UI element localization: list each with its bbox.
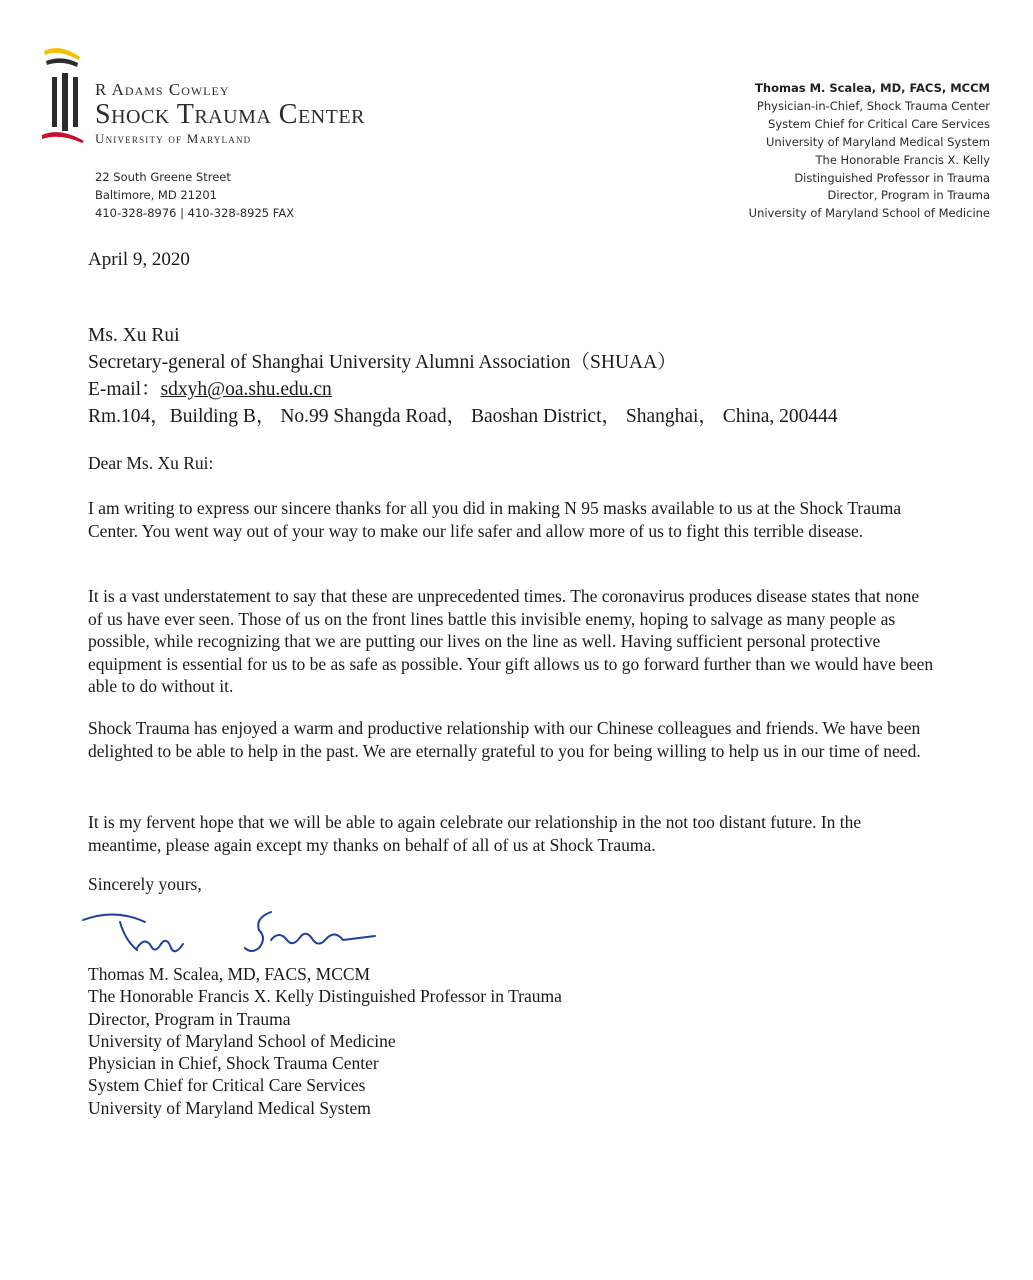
sender-header-line: University of Maryland Medical System [766,134,990,149]
logo-line-center: Shock Trauma Center [95,99,365,130]
recipient-block [88,322,838,430]
recipient-name: Ms. Xu Rui [88,325,180,346]
body-paragraph: It is a vast understatement to say that these are unprecedented times. The coronavirus produces disease states that none of us have ever seen. Those of us on the front lines battle this invisible enemy, hoping to salvage as many people as possible, while recognizing that we are putting our lives on the line as well. Having sufficient personal protective equipment is essential for us to be as safe as possible. Your gift allows us to go forward further than we would have been able to do without it. [88,586,934,696]
logo-line-university: University of Maryland [95,131,252,146]
signature-block-line: Director, Program in Trauma [88,1008,291,1029]
recipient-address: Rm.104，Building B， No.99 Shangda Road， Baoshan District， Shanghai， China, 200444 [88,406,838,427]
letterhead-address [95,168,294,222]
address-city: Baltimore, MD 21201 [95,188,217,202]
signature-block-line: University of Maryland Medical System [88,1097,371,1118]
closing: Sincerely yours, [88,874,202,894]
body-paragraph: I am writing to express our sincere thanks for all you did in making N 95 masks available to us at the Shock Trauma Center. You went way out of your way to make our life safer and allow more of us to fight this terrible disease. [88,498,902,541]
signature-block [88,963,562,1119]
address-phone: 410-328-8976 | 410-328-8925 FAX [95,206,295,220]
sender-header-line: Director, Program in Trauma [827,188,990,203]
sender-header-line: Distinguished Professor in Trauma [794,170,990,185]
recipient-email-line [88,376,838,403]
address-street: 22 South Greene Street [95,170,231,184]
signature-block-line: University of Maryland School of Medicine [88,1030,396,1051]
body-paragraph: It is my fervent hope that we will be able to again celebrate our relationship in the not too distant future. In the meantime, please again except my thanks on behalf of all of us at Shock Trauma. [88,812,862,855]
shock-trauma-logo-icon [40,43,96,143]
sender-header-line: The Honorable Francis X. Kelly [815,152,990,167]
handwritten-signature [75,900,395,970]
salutation: Dear Ms. Xu Rui: [88,453,214,473]
signature-block-line: Thomas M. Scalea, MD, FACS, MCCM [88,964,371,984]
recipient-title: Secretary-general of Shanghai University Alumni Association（SHUAA） [88,352,677,373]
signature-block-line: The Honorable Francis X. Kelly Distinguished Professor in Trauma [88,986,562,1007]
sender-header-name: Thomas M. Scalea, MD, FACS, MCCM [755,81,990,95]
logo-line-cowley: R Adams Cowley [95,80,230,99]
email-label: E-mail： [88,379,161,400]
sender-header-line: System Chief for Critical Care Services [768,116,990,131]
recipient-email-link[interactable]: sdxyh@oa.shu.edu.cn [160,379,332,400]
letter-date: April 9, 2020 [88,249,190,270]
logo-wordmark [95,80,365,148]
signature-block-line: Physician in Chief, Shock Trauma Center [88,1053,379,1074]
body-paragraph: Shock Trauma has enjoyed a warm and productive relationship with our Chinese colleagues and friends. We have been delighted to be able to help in the past. We are eternally grateful to you for being willing to help us in our time of need. [88,718,921,761]
sender-header-line: University of Maryland School of Medicine [748,206,990,221]
sender-header-line: Physician-in-Chief, Shock Trauma Center [756,98,990,113]
signature-block-line: System Chief for Critical Care Services [88,1075,366,1096]
sender-header [749,80,990,223]
